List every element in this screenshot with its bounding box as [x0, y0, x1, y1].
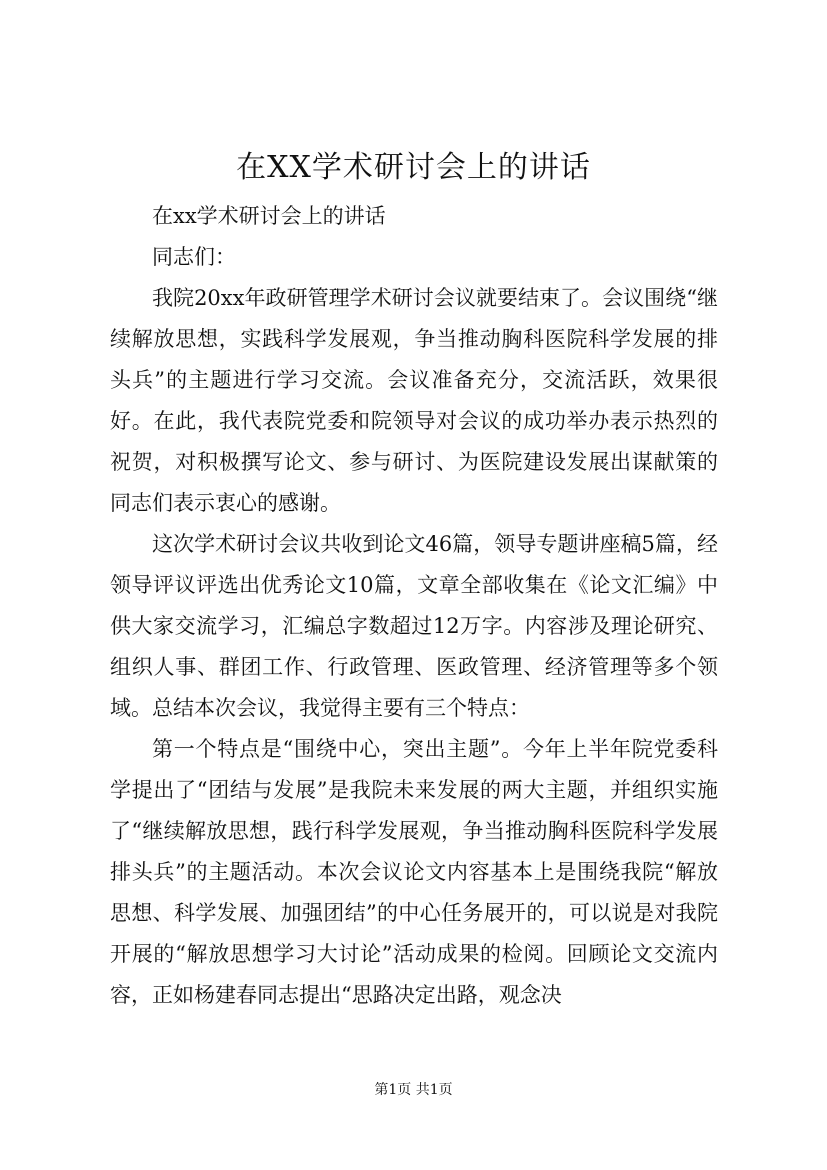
paragraph-opening: 我院20xx年政研管理学术研讨会议就要结束了。会议围绕“继续解放思想，实践科学发展观，争当推动胸科医院科学发展的排头兵”的主题进行学习交流。会议准备充分，交流活跃，效果很好。在此，我代表院党委和院领导对会议的成功举办表示热烈的祝贺，对积极撰写论文、参与研讨、为医院建设发展出谋献策的同志们表示衷心的感谢。 [110, 286, 718, 515]
paragraph-summary: 这次学术研讨会议共收到论文46篇，领导专题讲座稿5篇，经领导评议评选出优秀论文10篇，文章全部收集在《论文汇编》中供大家交流学习，汇编总字数超过12万字。内容涉及理论研究、组织人事、群团工作、行政管理、医政管理、经济管理等多个领域。总结本次会议，我觉得主要有三个特点： [110, 532, 718, 720]
document-body [110, 196, 718, 1016]
paragraph-salutation: 同志们： [152, 245, 236, 269]
document-title: 在XX学术研讨会上的讲话 [236, 150, 591, 185]
paragraph-subtitle: 在xx学术研讨会上的讲话 [152, 204, 386, 228]
page-footer: 第1页 共1页 [374, 1082, 453, 1098]
paragraph-feature-one: 第一个特点是“围绕中心，突出主题”。今年上半年院党委科学提出了“团结与发展”是我院未来发展的两大主题，并组织实施了“继续解放思想，践行科学发展观，争当推动胸科医院科学发展排头兵”的主题活动。本次会议论文内容基本上是围绕我院“解放思想、科学发展、加强团结”的中心任务展开的，可以说是对我院开展的“解放思想学习大讨论”活动成果的检阅。回顾论文交流内容，正如杨建春同志提出“思路决定出路，观念决 [110, 737, 718, 1007]
